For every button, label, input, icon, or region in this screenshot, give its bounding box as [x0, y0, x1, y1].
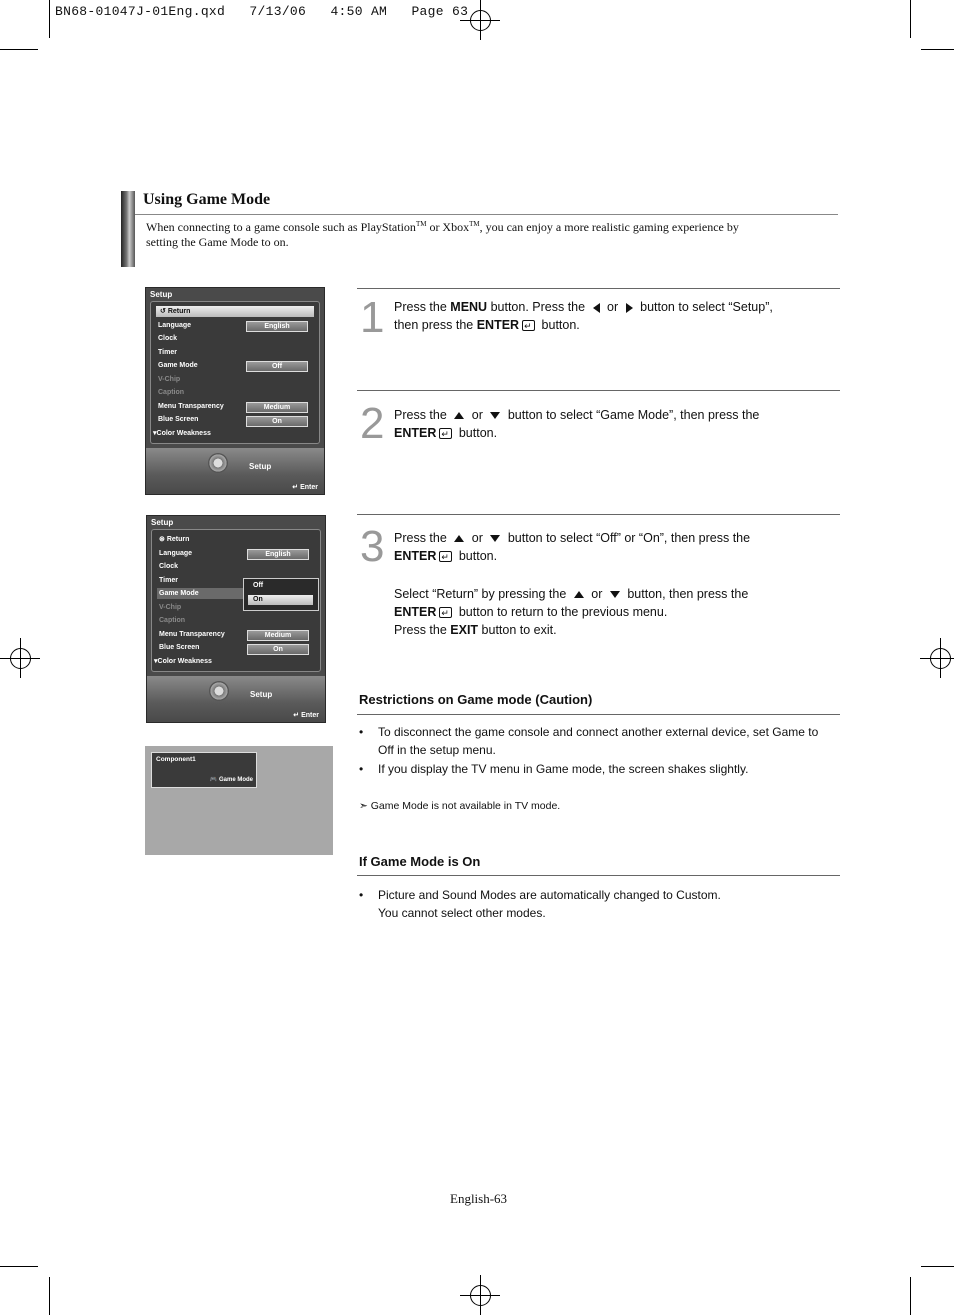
menu-item-blue-screen[interactable]: Blue Screen — [158, 416, 199, 423]
page-title: Using Game Mode — [143, 191, 271, 208]
down-arrow-icon — [490, 412, 500, 419]
tv-menu-panel — [150, 301, 320, 444]
crop-mark — [49, 1277, 50, 1315]
menu-item-return[interactable]: ⊛ Return — [159, 536, 190, 543]
step-divider — [357, 288, 840, 289]
menu-item-timer[interactable]: Timer — [159, 577, 178, 584]
tv-menu-footer — [147, 676, 325, 721]
menu-item-caption: Caption — [159, 617, 186, 624]
tv-game-mode-screen — [145, 746, 333, 855]
tv-menu-title: Setup — [150, 290, 173, 299]
value-language: English — [246, 321, 308, 332]
source-label: Component1 — [156, 756, 196, 763]
step-divider — [357, 514, 840, 515]
title-divider — [135, 214, 838, 215]
footer-setup-label: Setup — [250, 690, 273, 699]
popup-option-off[interactable]: Off — [253, 582, 264, 589]
restriction-bullet: • To disconnect the game console and connect another external device, set Game to Off in the setup menu. — [359, 725, 819, 757]
enter-icon — [439, 607, 452, 618]
tv-menu-panel — [151, 529, 321, 672]
page-number: English-63 — [450, 1191, 508, 1206]
enter-icon — [439, 428, 452, 439]
menu-item-v-chip: V-Chip — [159, 604, 182, 611]
title-accent-bar — [121, 191, 135, 267]
intro-paragraph: When connecting to a game console such as PlayStation™ or Xbox™, you can enjoy a more realistic gaming experience by setting the Game Mode to on. — [146, 220, 739, 249]
step-1-text: Press the MENU button. Press the or button to select “Setup”, then press the ENTER↵ button. — [394, 298, 834, 334]
registration-mark-icon — [460, 1275, 500, 1315]
enter-hint: ↵ Enter — [292, 484, 318, 491]
file-slug: BN68-01047J-01Eng.qxd 7/13/06 4:50 AM Page 63 — [55, 4, 469, 19]
gear-icon — [209, 681, 229, 701]
footer-setup-label: Setup — [249, 462, 272, 471]
restrictions-divider — [357, 714, 840, 715]
source-info-box — [151, 752, 257, 788]
note: ➣ Game Mode is not available in TV mode. — [359, 800, 561, 812]
menu-item-game-mode[interactable]: Game Mode — [157, 588, 243, 599]
value-blue-screen: On — [247, 644, 309, 655]
gamepad-icon: 🎮 — [209, 777, 218, 783]
up-arrow-icon — [574, 591, 584, 598]
menu-item-menu-transparency[interactable]: Menu Transparency — [158, 403, 224, 410]
crop-mark — [921, 49, 954, 50]
game-mode-badge: 🎮 Game Mode — [209, 777, 253, 783]
up-arrow-icon — [454, 412, 464, 419]
popup-option-on[interactable]: On — [248, 595, 313, 605]
menu-item-game-mode[interactable]: Game Mode — [158, 362, 198, 369]
menu-item-color-weakness[interactable]: ▾Color Weakness — [153, 430, 211, 437]
menu-item-blue-screen[interactable]: Blue Screen — [159, 644, 200, 651]
if-game-mode-on-divider — [357, 875, 840, 876]
crop-mark — [49, 0, 50, 38]
menu-item-color-weakness[interactable]: ▾Color Weakness — [154, 658, 212, 665]
crop-mark — [0, 1266, 38, 1267]
menu-item-language[interactable]: Language — [158, 322, 192, 329]
tv-setup-menu-screen-game-mode — [146, 515, 326, 723]
right-arrow-icon — [626, 303, 633, 313]
step-number: 2 — [360, 399, 385, 448]
registration-mark-icon — [920, 638, 954, 678]
crop-mark — [910, 0, 911, 38]
value-game-mode: Off — [246, 361, 308, 372]
menu-item-menu-transparency[interactable]: Menu Transparency — [159, 631, 225, 638]
gear-icon — [208, 453, 228, 473]
step-divider — [357, 390, 840, 391]
up-arrow-icon — [454, 535, 464, 542]
menu-item-language[interactable]: Language — [159, 550, 193, 557]
if-game-mode-on-heading: If Game Mode is On — [359, 854, 481, 869]
tv-setup-menu-screen — [145, 287, 325, 495]
registration-mark-icon — [460, 0, 500, 40]
registration-mark-icon — [0, 638, 40, 678]
menu-item-clock[interactable]: Clock — [158, 335, 178, 342]
crop-mark — [0, 49, 38, 50]
down-arrow-icon — [490, 535, 500, 542]
step-number: 1 — [360, 293, 385, 342]
step-number: 3 — [360, 522, 385, 571]
tv-menu-title: Setup — [151, 518, 174, 527]
enter-icon — [522, 320, 535, 331]
game-mode-popup — [243, 578, 319, 611]
value-language: English — [247, 549, 309, 560]
menu-item-clock[interactable]: Clock — [159, 563, 179, 570]
step-3-text: Press the or button to select “Off” or “On”, then press the ENTER↵ button. Select “Return” by pressing the or button, then press the ENTER↵ button to return to the previous menu. Press the EXIT button to exit. — [394, 529, 834, 639]
step-2-text: Press the or button to select “Game Mode”, then press the ENTER↵ button. — [394, 406, 834, 442]
crop-mark — [910, 1277, 911, 1315]
restrictions-heading: Restrictions on Game mode (Caution) — [359, 692, 593, 707]
value-menu-transparency: Medium — [246, 402, 308, 413]
down-arrow-icon — [610, 591, 620, 598]
left-arrow-icon — [593, 303, 600, 313]
value-menu-transparency: Medium — [247, 630, 309, 641]
enter-hint: ↵ Enter — [293, 712, 319, 719]
tv-menu-footer — [146, 448, 324, 493]
restriction-bullet: • If you display the TV menu in Game mode, the screen shakes slightly. — [359, 762, 749, 776]
menu-item-return[interactable]: ↺ Return — [156, 306, 314, 317]
value-blue-screen: On — [246, 416, 308, 427]
menu-item-caption: Caption — [158, 389, 185, 396]
if-on-bullet: • Picture and Sound Modes are automatically changed to Custom. You cannot select other modes. — [359, 888, 721, 920]
menu-item-timer[interactable]: Timer — [158, 349, 177, 356]
enter-icon — [439, 551, 452, 562]
crop-mark — [921, 1266, 954, 1267]
menu-item-v-chip: V-Chip — [158, 376, 181, 383]
note-arrow-icon: ➣ — [359, 800, 368, 812]
